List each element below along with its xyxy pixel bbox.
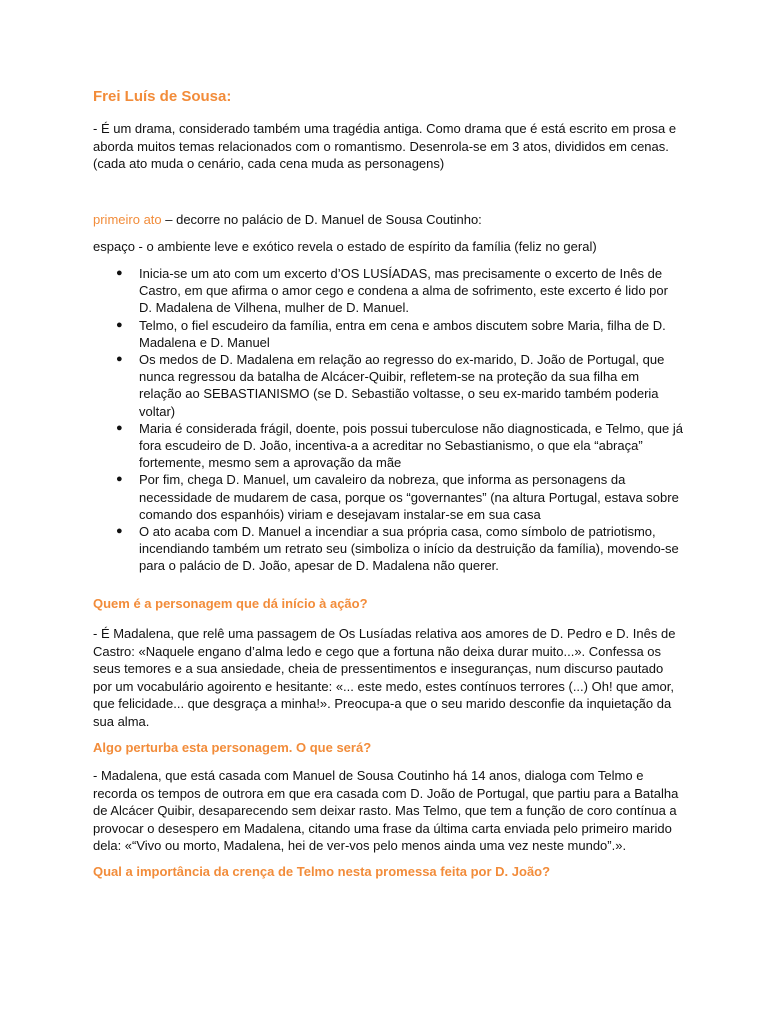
bullet-icon: ● xyxy=(116,421,123,434)
list-item-text: Telmo, o fiel escudeiro da família, entra em cena e ambos discutem sobre Maria, filha de D. Madalena e D. Manuel xyxy=(139,317,666,350)
answer-1: - É Madalena, que relê uma passagem de Os Lusíadas relativa aos amores de D. Pedro e D. Inês de Castro: «Naquele engano d’alma ledo e cego que a fortuna não deixa durar muito...». Confessa os seus temores e a sua ansiedade, cheia de pressentimentos e inseguranças, num discurso pautado por um vocabulário agoirento e hesitante: «... este medo, estes contínuos terrores (...) Oh! que amor, que felicidade... que desgraça a minha!». Preocupa-a que o seu marido desconfie da inquietação da sua alma. xyxy=(93,626,676,729)
list-item-text: Maria é considerada frágil, doente, pois possui tuberculose não diagnosticada, e Telmo, que já fora escudeiro de D. João, incentiva-a a acreditar no Sebastianismo, o que ela “abraça” fortemente, mesmo sem a aprovação da mãe xyxy=(139,420,683,471)
list-item xyxy=(93,351,683,420)
space-paragraph: espaço - o ambiente leve e exótico revela o estado de espírito da família (feliz no geral) xyxy=(93,239,597,254)
bullet-icon: ● xyxy=(116,318,123,331)
question-3: Qual a importância da crença de Telmo nesta promessa feita por D. João? xyxy=(93,864,551,879)
list-item xyxy=(93,523,683,575)
answer-2: - Madalena, que está casada com Manuel de Sousa Coutinho há 14 anos, dialoga com Telmo e recorda os tempos de outrora em que era casada com D. João de Portugal, que partiu para a Batalha de Alcácer Quibir, desaparecendo sem deixar rasto. Mas Telmo, que tem a função de coro contínua a provocar o desespero em Madalena, citando uma frase da última carta enviada pelo primeiro marido dela: «“Vivo ou morto, Madalena, hei de ver-vos pelo menos ainda uma vez neste mundo”.». xyxy=(93,768,679,854)
intro-paragraph: - É um drama, considerado também uma tragédia antiga. Como drama que é está escrito em prosa e aborda muitos temas relacionados com o romantismo. Desenrola-se em 3 atos, divididos em cenas. (cada ato muda o cenário, cada cena muda as personagens) xyxy=(93,121,677,172)
list-item-text: Inicia-se um ato com um excerto d’OS LUSÍADAS, mas precisamente o excerto de Inês de Castro, em que afirma o amor cego e condena a alma de sofrimento, este excerto é lido por D. Madalena de Vilhena, mulher de D. Manuel. xyxy=(139,266,668,316)
list-item xyxy=(93,471,683,523)
bullet-icon: ● xyxy=(116,473,123,486)
question-2: Algo perturba esta personagem. O que será? xyxy=(93,740,372,755)
bullet-icon: ● xyxy=(116,267,123,279)
list-item xyxy=(93,317,683,351)
act-heading xyxy=(93,211,683,229)
list-item xyxy=(93,420,683,472)
bullet-icon: ● xyxy=(116,353,123,366)
list-item-text: O ato acaba com D. Manuel a incendiar a sua própria casa, como símbolo de patriotismo, incendiando também um retrato seu (simboliza o início da destruição da família), movendo-se para o palácio de D. João, apesar de D. Madalena não querer. xyxy=(139,524,679,574)
document-title: Frei Luís de Sousa: xyxy=(93,88,232,105)
question-1: Quem é a personagem que dá início à ação? xyxy=(93,596,368,611)
list-item xyxy=(93,265,683,317)
list-item-text: Os medos de D. Madalena em relação ao regresso do ex-marido, D. João de Portugal, que nunca regressou da batalha de Alcácer-Quibir, refletem-se na proteção da sua filha em relação ao SEBASTIANISMO (se D. Sebastião voltasse, o seu ex-marido também poderia voltar) xyxy=(139,352,665,419)
act-heading-text: – decorre no palácio de D. Manuel de Sousa Coutinho: xyxy=(161,212,482,227)
bullet-icon: ● xyxy=(116,525,123,538)
act-summary-list xyxy=(93,265,683,575)
act-label: primeiro ato xyxy=(93,212,162,227)
list-item-text: Por fim, chega D. Manuel, um cavaleiro da nobreza, que informa as personagens da necessidade de mudarem de casa, porque os “governantes” (na altura Portugal, estava sobre comando dos espanhóis) viriam e desejavam instalar-se em sua casa xyxy=(139,472,679,522)
